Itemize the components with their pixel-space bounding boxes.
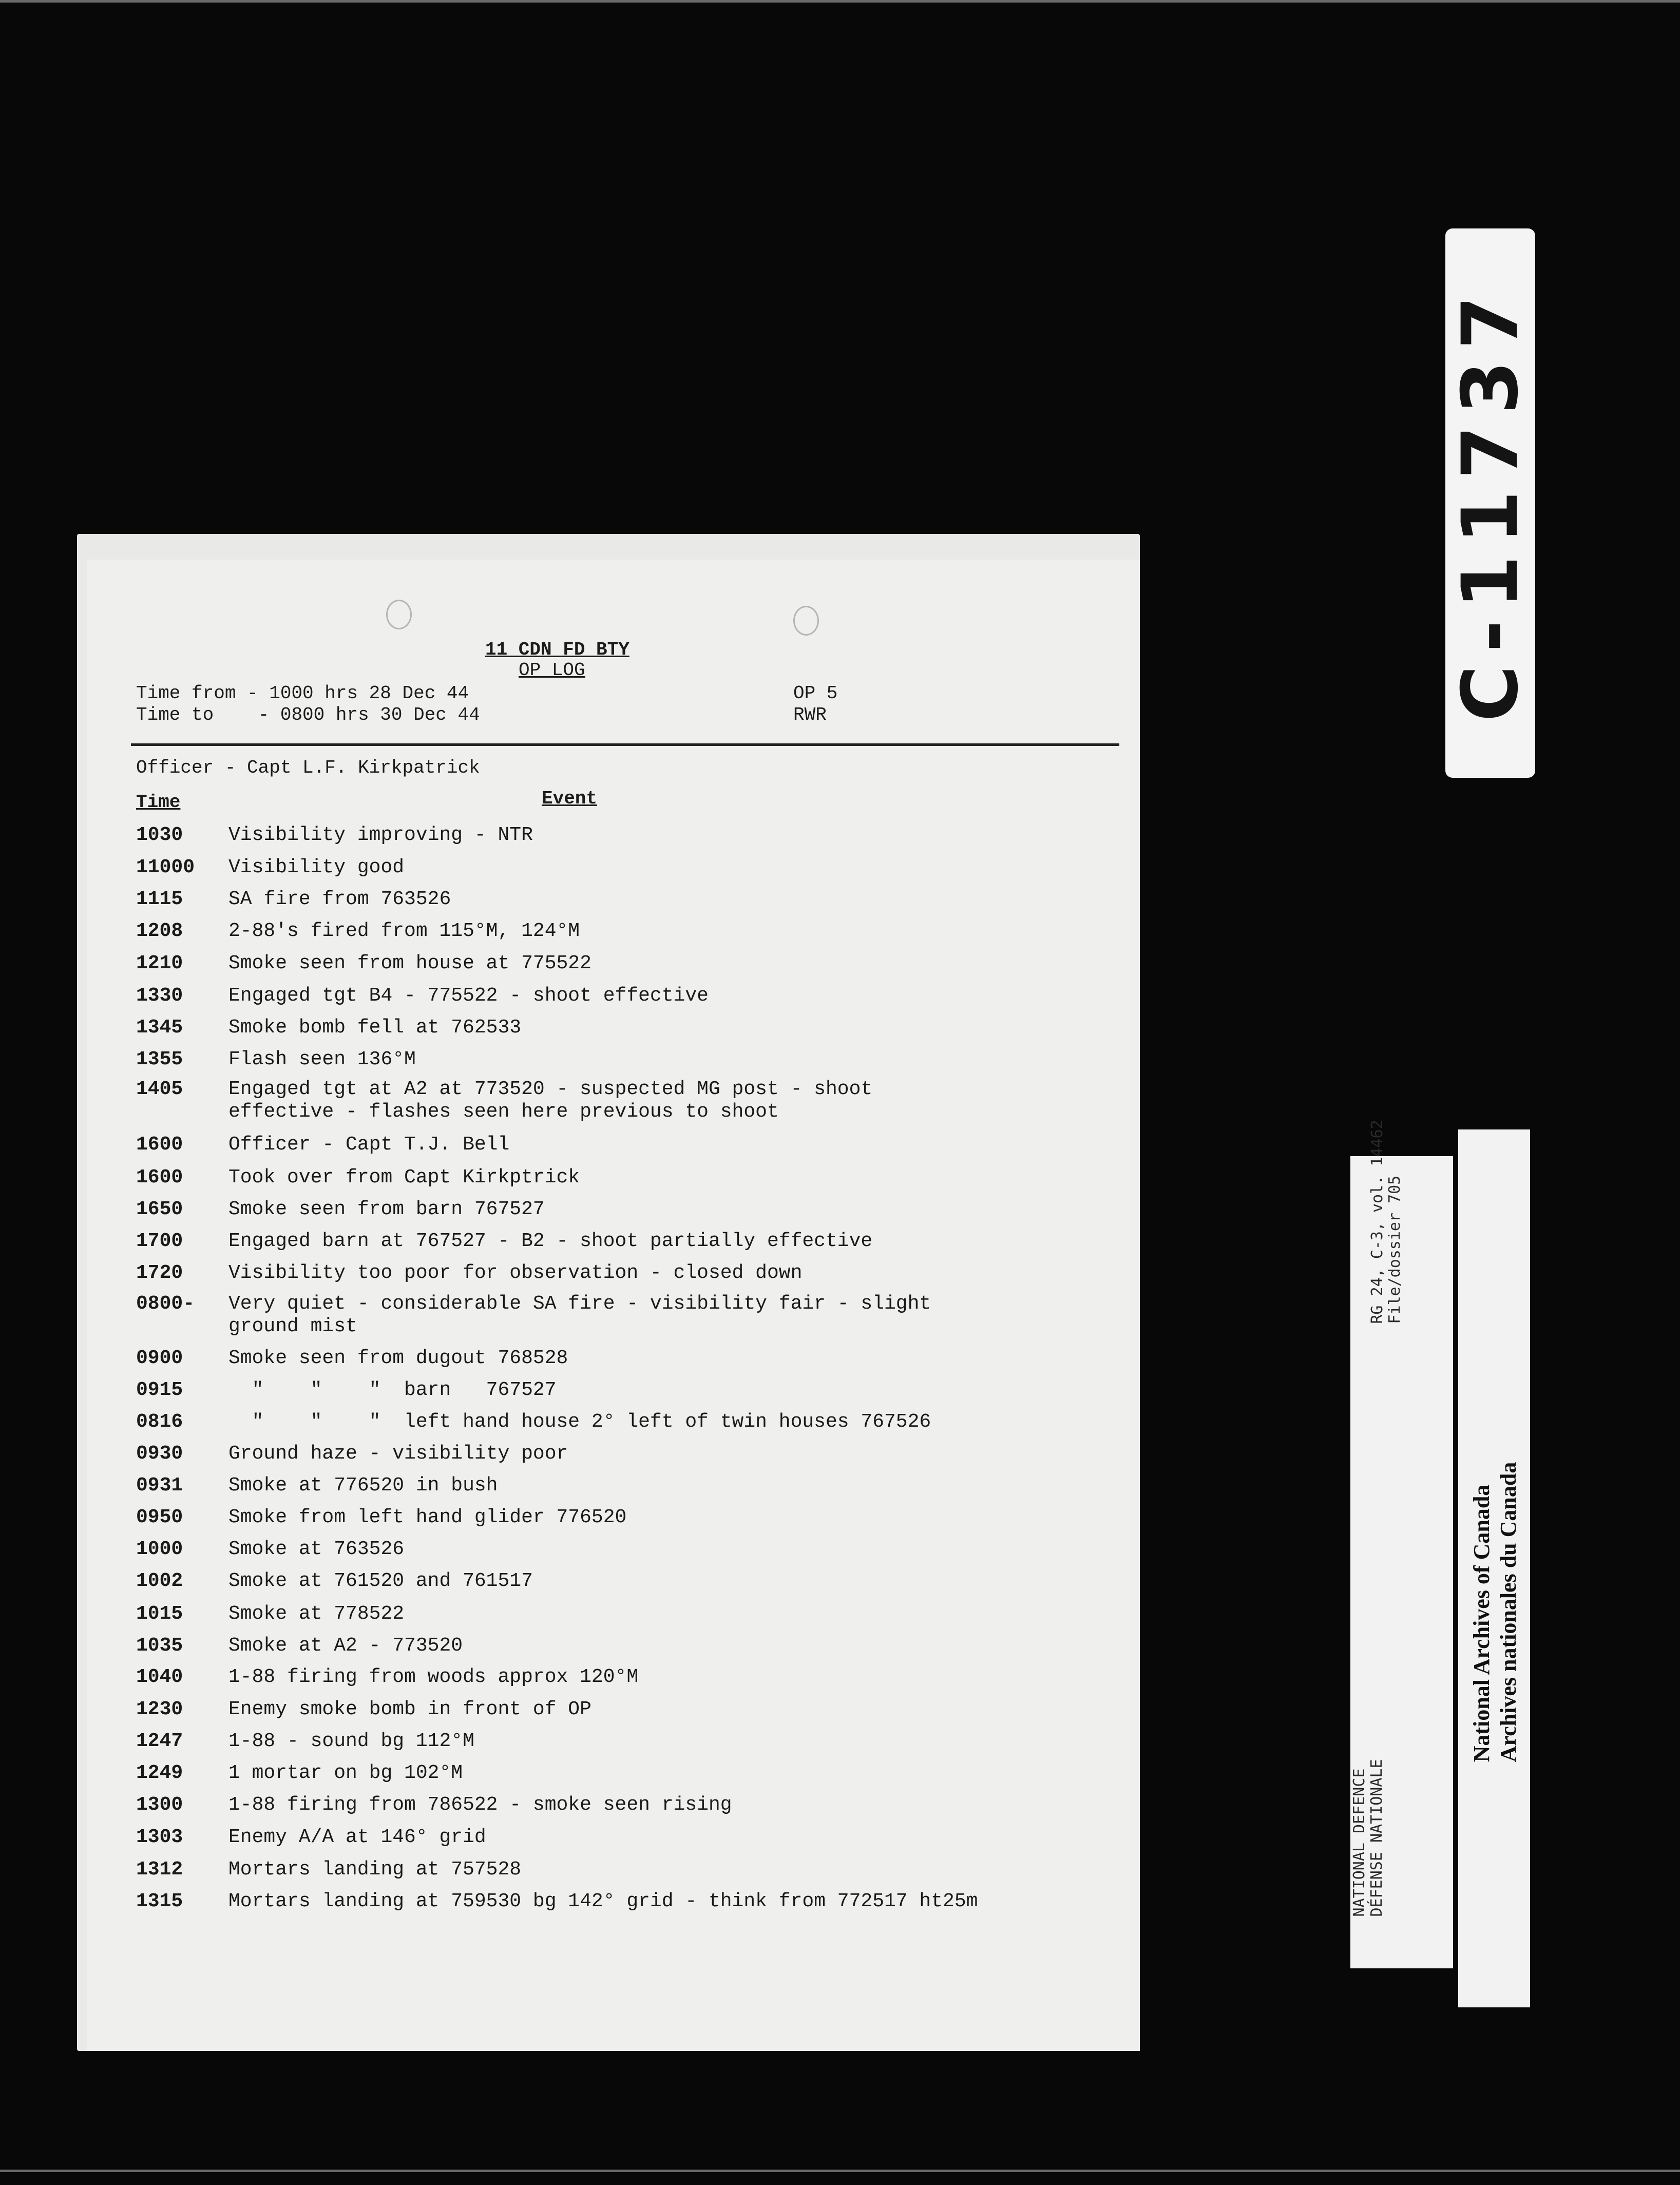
time-to: Time to - 0800 hrs 30 Dec 44: [136, 704, 480, 725]
entry-event: Smoke at 763526: [228, 1538, 405, 1560]
entry-event: Mortars landing at 759530 bg 142° grid - think from 772517 ht25m: [228, 1890, 978, 1912]
entry-event: Engaged barn at 767527 - B2 - shoot partially effective: [228, 1230, 873, 1252]
entry-event: SA fire from 763526: [228, 888, 451, 910]
entry-time: 1345: [136, 1017, 183, 1039]
time-column-header: Time: [136, 792, 181, 813]
entry-time: 1303: [136, 1826, 183, 1848]
unit-code: RWR: [793, 704, 827, 725]
film-edge-top: [0, 0, 1680, 3]
entry-time: 1700: [136, 1230, 183, 1252]
entry-time: 1210: [136, 952, 183, 974]
entry-time: 0800-: [136, 1293, 195, 1315]
event-column-header: Event: [542, 788, 598, 809]
entry-event: Smoke at 776520 in bush: [228, 1474, 498, 1497]
entry-time: 1015: [136, 1603, 183, 1625]
entry-event: Enemy smoke bomb in front of OP: [228, 1698, 591, 1720]
entry-event: Smoke at 778522: [228, 1603, 405, 1625]
entry-time: 1312: [136, 1858, 183, 1881]
entry-time: 1600: [136, 1134, 183, 1156]
entry-event: Smoke seen from dugout 768528: [228, 1347, 568, 1369]
entry-time: 1355: [136, 1048, 183, 1070]
entry-time: 1002: [136, 1570, 183, 1592]
entry-time: 0950: [136, 1506, 183, 1528]
entry-time: 1249: [136, 1762, 183, 1784]
entry-event: " " " barn 767527: [228, 1379, 557, 1401]
entry-time: 1247: [136, 1730, 183, 1752]
entry-event: Ground haze - visibility poor: [228, 1443, 568, 1465]
punch-hole-left: [386, 600, 412, 629]
reel-number-text: C-11737: [1445, 284, 1535, 722]
punch-hole-right: [793, 606, 819, 636]
entry-event: Visibility improving - NTR: [228, 824, 533, 846]
entry-event: " " " left hand house 2° left of twin houses 767526: [228, 1411, 931, 1433]
archives-text: [1468, 1462, 1522, 1762]
log-subtitle: OP LOG: [519, 660, 585, 681]
entry-event: 1-88 - sound bg 112°M: [228, 1730, 474, 1752]
entry-event: Visibility good: [228, 856, 405, 878]
entry-time: 0931: [136, 1474, 183, 1497]
entry-time: 1405: [136, 1078, 183, 1100]
entry-time: 1035: [136, 1635, 183, 1657]
entry-event: Engaged tgt at A2 at 773520 - suspected MG post - shoot effective - flashes seen here previous to shoot: [228, 1078, 873, 1123]
header-rule: [131, 743, 1119, 746]
entry-event: 1-88 firing from 786522 - smoke seen rising: [228, 1794, 732, 1816]
entry-event: 1-88 firing from woods approx 120°M: [228, 1666, 639, 1688]
entry-time: 1600: [136, 1166, 183, 1189]
entry-time: 1040: [136, 1666, 183, 1688]
time-from: Time from - 1000 hrs 28 Dec 44: [136, 683, 469, 704]
department-text: [1351, 1759, 1386, 1916]
entry-time: 1230: [136, 1698, 183, 1720]
entry-event: 1 mortar on bg 102°M: [228, 1762, 463, 1784]
entry-event: Flash seen 136°M: [228, 1048, 416, 1070]
entry-event: Smoke from left hand glider 776520: [228, 1506, 627, 1528]
entry-time: 1300: [136, 1794, 183, 1816]
entry-event: Visibility too poor for observation - closed down: [228, 1262, 803, 1284]
entry-event: Smoke bomb fell at 762533: [228, 1017, 522, 1039]
reference-line-2: File/dossier 705: [1386, 1175, 1404, 1324]
entry-time: 1208: [136, 920, 183, 942]
op-number: OP 5: [793, 683, 838, 704]
archives-line-2: Archives nationales du Canada: [1496, 1462, 1521, 1762]
officer-line: Officer - Capt L.F. Kirkpatrick: [136, 757, 480, 778]
entry-time: 1315: [136, 1890, 183, 1912]
entry-time: 11000: [136, 856, 195, 878]
entry-event: Very quiet - considerable SA fire - visibility fair - slight ground mist: [228, 1293, 931, 1337]
entry-time: 1330: [136, 985, 183, 1007]
entry-event: Enemy A/A at 146° grid: [228, 1826, 486, 1848]
entry-time: 0900: [136, 1347, 183, 1369]
entry-time: 0816: [136, 1411, 183, 1433]
entry-time: 0930: [136, 1443, 183, 1465]
archives-line-1: National Archives of Canada: [1469, 1484, 1494, 1762]
entry-time: 1650: [136, 1198, 183, 1220]
entry-time: 1030: [136, 824, 183, 846]
entry-event: Officer - Capt T.J. Bell: [228, 1134, 510, 1156]
entry-event: Mortars landing at 757528: [228, 1858, 522, 1881]
film-edge-bottom: [0, 2170, 1680, 2172]
entry-time: 1000: [136, 1538, 183, 1560]
entry-event: Smoke at 761520 and 761517: [228, 1570, 533, 1592]
reference-line-1: RG 24, C-3, vol. 14462: [1368, 1120, 1386, 1324]
entry-event: 2-88's fired from 115°M, 124°M: [228, 920, 580, 942]
entry-time: 1115: [136, 888, 183, 910]
entry-event: Smoke at A2 - 773520: [228, 1635, 463, 1657]
log-title: 11 CDN FD BTY: [485, 639, 629, 660]
reference-text: [1369, 1120, 1404, 1324]
reel-number-label: [1445, 228, 1535, 778]
department-line-1: NATIONAL DEFENCE: [1350, 1768, 1368, 1917]
department-line-2: DÉFENSE NATIONALE: [1368, 1759, 1386, 1917]
entry-time: 1720: [136, 1262, 183, 1284]
entry-time: 0915: [136, 1379, 183, 1401]
entry-event: Engaged tgt B4 - 775522 - shoot effective: [228, 985, 709, 1007]
entry-event: Smoke seen from barn 767527: [228, 1198, 545, 1220]
entry-event: Took over from Capt Kirkptrick: [228, 1166, 580, 1189]
entry-event: Smoke seen from house at 775522: [228, 952, 591, 974]
